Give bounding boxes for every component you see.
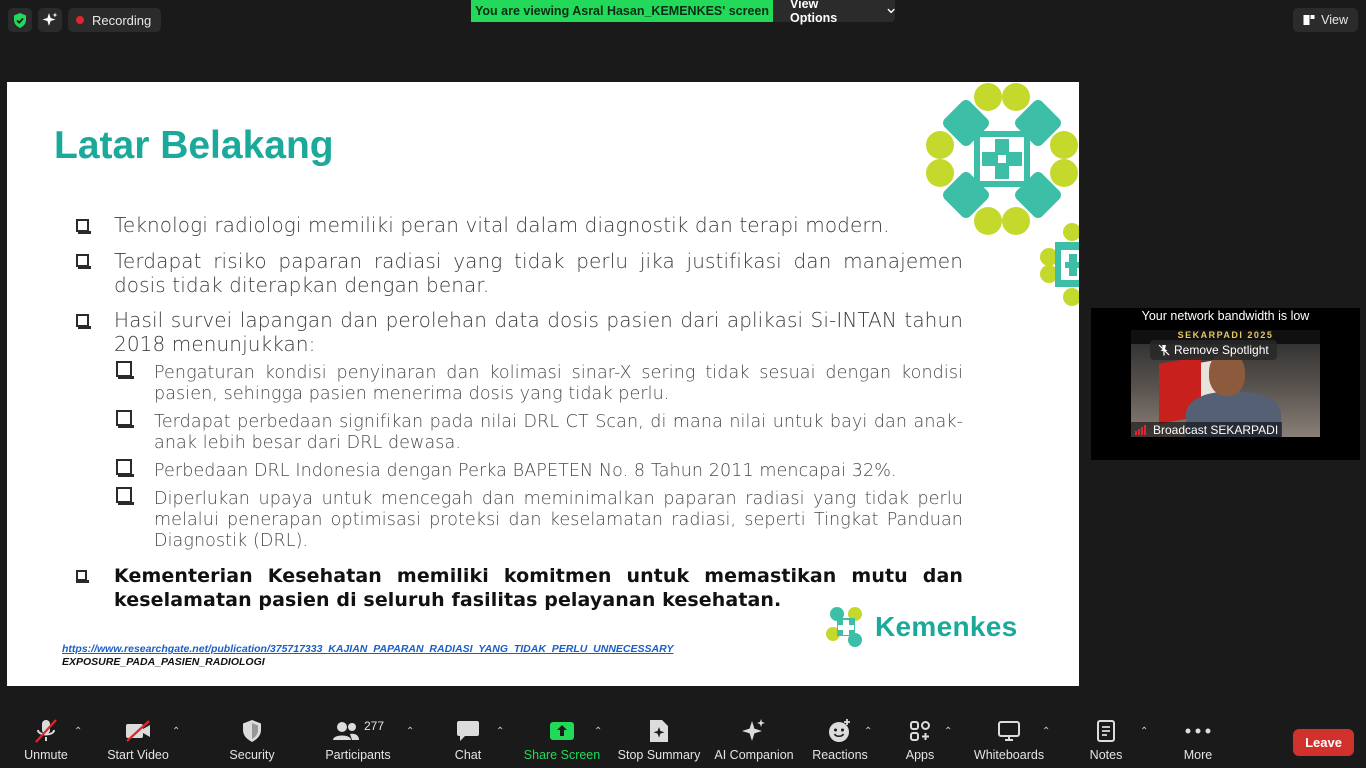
pin-icon (1158, 344, 1170, 356)
bullet-checkbox-icon (76, 570, 87, 581)
video-event-banner: SEKARPADI 2025 (1131, 330, 1320, 344)
share-screen-icon (549, 721, 575, 741)
start-video-label: Start Video (107, 748, 169, 762)
remove-spotlight-label: Remove Spotlight (1174, 343, 1269, 357)
recording-indicator[interactable] (68, 8, 161, 32)
notes-icon (1096, 719, 1116, 743)
shield-check-icon (13, 13, 27, 28)
view-layout-icon (1303, 14, 1315, 26)
reactions-options-caret-icon[interactable]: ⌃ (864, 726, 873, 737)
share-screen-button[interactable] (523, 706, 603, 768)
sub-bullet-checkbox-icon (116, 410, 132, 426)
stop-summary-button[interactable] (616, 706, 702, 768)
whiteboards-button[interactable] (972, 706, 1046, 768)
unmute-button[interactable] (20, 706, 72, 768)
ai-sparkle-button[interactable] (38, 8, 62, 32)
whiteboards-label: Whiteboards (973, 748, 1045, 762)
reactions-smiley-icon (828, 719, 852, 743)
slide-sub-bullet: Pengaturan kondisi penyinaran dan kolimasi sinar-X sering tidak sesuai dengan kondisi pasien, sehingga pasien menerima dosis yang tidak perlu. (154, 363, 963, 404)
reactions-label: Reactions (812, 748, 868, 762)
encryption-shield-button[interactable] (8, 8, 32, 32)
participants-button[interactable] (322, 706, 394, 768)
chat-options-caret-icon[interactable]: ⌃ (496, 726, 505, 737)
video-feed[interactable] (1131, 330, 1320, 437)
kemenkes-logo-icon (825, 606, 867, 648)
recording-dot-icon (76, 16, 84, 24)
meeting-toolbar (0, 706, 1366, 768)
unmute-label: Unmute (24, 748, 68, 762)
ai-companion-sparkle-icon (741, 718, 767, 744)
participants-label: Participants (325, 748, 391, 762)
sub-bullet-checkbox-icon (116, 361, 132, 377)
participant-name-tag (1131, 422, 1282, 437)
bullet-checkbox-icon (76, 254, 89, 267)
apps-grid-icon (909, 720, 931, 742)
reactions-button[interactable] (810, 706, 873, 768)
start-video-button[interactable] (104, 706, 172, 768)
leave-button[interactable]: Leave (1293, 729, 1354, 756)
more-button[interactable] (1178, 706, 1218, 768)
slide-bullet-strong: Kementerian Kesehatan memiliki komitmen untuk memastikan mutu dan keselamatan pasien di seluruh fasilitas pelayanan kesehatan. (114, 565, 963, 611)
chevron-down-icon (887, 8, 895, 14)
ai-companion-label: AI Companion (714, 748, 794, 762)
participant-name: Broadcast SEKARPADI (1153, 422, 1279, 437)
security-shield-icon (242, 720, 262, 742)
stop-summary-label: Stop Summary (617, 748, 701, 762)
slide-sub-bullet: Terdapat perbedaan signifikan pada nilai DRL CT Scan, di mana nilai untuk bayi dan anak-anak lebih besar dari DRL dewasa. (154, 412, 963, 453)
participant-video-panel[interactable] (1091, 308, 1360, 460)
slide-sub-bullet: Diperlukan upaya untuk mencegah dan meminimalkan paparan radiasi yang tidak perlu melalui penerapan optimisasi proteksi dan keselamatan radiasi, seperti Tingkat Panduan Diagnostik (DRL). (154, 489, 963, 551)
apps-button[interactable] (900, 706, 940, 768)
reference-link[interactable]: https://www.researchgate.net/publication/375717333_KAJIAN_PAPARAN_RADIASI_YANG_TIDAK_PERLU_UNNECESSARY (62, 643, 674, 655)
security-button[interactable] (226, 706, 278, 768)
whiteboards-options-caret-icon[interactable]: ⌃ (1042, 726, 1051, 737)
bullet-checkbox-icon (76, 219, 89, 232)
security-label: Security (229, 748, 275, 762)
signal-bars-icon (1135, 424, 1149, 435)
more-dots-icon (1185, 728, 1211, 734)
sub-bullet-checkbox-icon (116, 487, 132, 503)
summary-document-icon (648, 719, 670, 743)
chat-label: Chat (454, 748, 482, 762)
top-left-controls (8, 8, 161, 32)
view-options-button[interactable] (773, 0, 895, 25)
slide-title: Latar Belakang (54, 124, 334, 167)
notes-label: Notes (1089, 748, 1123, 762)
chat-button[interactable] (448, 706, 488, 768)
viewing-screen-banner: You are viewing Asral Hasan_KEMENKES' screen (471, 0, 773, 22)
sparkle-icon (42, 12, 58, 28)
share-options-caret-icon[interactable]: ⌃ (594, 726, 603, 737)
participants-icon (332, 721, 360, 741)
chat-bubble-icon (456, 720, 480, 742)
slide-sub-bullet: Perbedaan DRL Indonesia dengan Perka BAPETEN No. 8 Tahun 2011 mencapai 32%. (154, 461, 897, 481)
view-options-label: View Options (790, 0, 838, 25)
share-screen-label: Share Screen (523, 748, 601, 762)
ornament-partial-icon (1037, 222, 1079, 307)
notes-options-caret-icon[interactable]: ⌃ (1140, 726, 1149, 737)
view-button[interactable] (1293, 8, 1358, 32)
kemenkes-logo (825, 606, 1017, 648)
kemenkes-logo-text: Kemenkes (875, 611, 1018, 642)
bullet-checkbox-icon (76, 314, 89, 327)
sub-bullet-checkbox-icon (116, 459, 132, 475)
participants-options-caret-icon[interactable]: ⌃ (406, 726, 415, 737)
ai-companion-button[interactable] (712, 706, 796, 768)
reference-link-continued: EXPOSURE_PADA_PASIEN_RADIOLOGI (62, 656, 265, 668)
apps-label: Apps (905, 748, 935, 762)
more-label: More (1183, 748, 1213, 762)
whiteboard-icon (997, 720, 1021, 742)
participants-count: 277 (363, 719, 385, 733)
notes-button[interactable] (1086, 706, 1126, 768)
recording-label: Recording (92, 12, 152, 28)
view-label: View (1321, 13, 1348, 27)
video-options-caret-icon[interactable]: ⌃ (172, 726, 181, 737)
video-camera-off-icon (124, 720, 152, 742)
audio-options-caret-icon[interactable]: ⌃ (74, 726, 83, 737)
bandwidth-warning: Your network bandwidth is low (1141, 309, 1310, 323)
remove-spotlight-button[interactable] (1150, 340, 1277, 360)
slide-bullet: Teknologi radiologi memiliki peran vital dalam diagnostik dan terapi modern. (114, 213, 890, 237)
microphone-muted-icon (33, 718, 59, 744)
shared-screen-slide (7, 82, 1079, 686)
apps-options-caret-icon[interactable]: ⌃ (944, 726, 953, 737)
slide-bullet: Hasil survei lapangan dan perolehan data dosis pasien dari aplikasi Si-INTAN tahun 2018 menunjukkan: (114, 308, 963, 356)
slide-bullet: Terdapat risiko paparan radiasi yang tidak perlu jika justifikasi dan manajemen dosis tidak diterapkan dengan benar. (114, 249, 963, 297)
